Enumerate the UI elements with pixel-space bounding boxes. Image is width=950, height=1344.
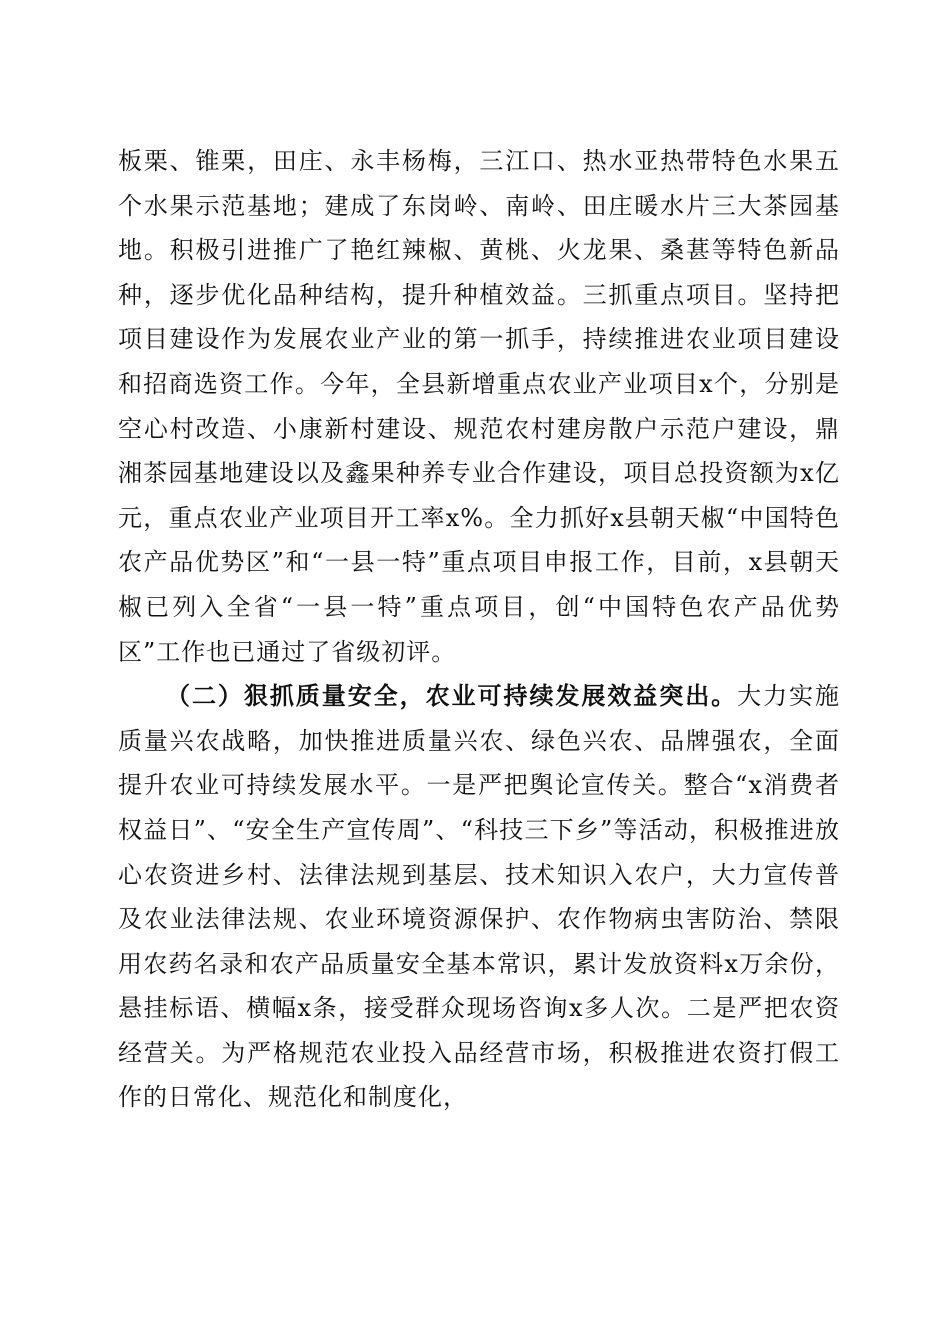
section-heading: （二）狠抓质量安全，农业可持续发展效益突出。 bbox=[166, 681, 738, 711]
paragraph-continuation bbox=[118, 139, 840, 674]
paragraph-section-two bbox=[118, 674, 840, 1120]
paragraph-text: 大力实施质量兴农战略，加快推进质量兴农、绿色兴农、品牌强农，全面提升农业可持续发展水平。一是严把舆论宣传关。整合“x消费者权益日”、“安全生产宣传周”、“科技三下乡”等活动，积极推进放心农资进乡村、法律法规到基层、技术知识入农户，大力宣传普及农业法律法规、农业环境资源保护、农作物病虫害防治、禁限用农药名录和农产品质量安全基本常识，累计发放资料x万余份，悬挂标语、横幅x条，接受群众现场咨询x多人次。二是严把农资经营关。为严格规范农业投入品经营市场，积极推进农资打假工作的日常化、规范化和制度化， bbox=[118, 682, 841, 1112]
paragraph-text: 板栗、锥栗，田庄、永丰杨梅，三江口、热水亚热带特色水果五个水果示范基地；建成了东岗岭、南岭、田庄暖水片三大茶园基地。积极引进推广了艳红辣椒、黄桃、火龙果、桑葚等特色新品种，逐步优化品种结构，提升种植效益。三抓重点项目。坚持把项目建设作为发展农业产业的第一抓手，持续推进农业项目建设和招商选资工作。今年，全县新增重点农业产业项目x个，分别是空心村改造、小康新村建设、规范农村建房散户示范户建设，鼎湘茶园基地建设以及鑫果种养专业合作建设，项目总投资额为x亿元，重点农业产业项目开工率x%。全力抓好x县朝天椒“中国特色农产品优势区”和“一县一特”重点项目申报工作，目前，x县朝天椒已列入全省“一县一特”重点项目，创“中国特色农产品优势区”工作也已通过了省级初评。 bbox=[118, 147, 840, 666]
document-body bbox=[118, 139, 840, 1120]
